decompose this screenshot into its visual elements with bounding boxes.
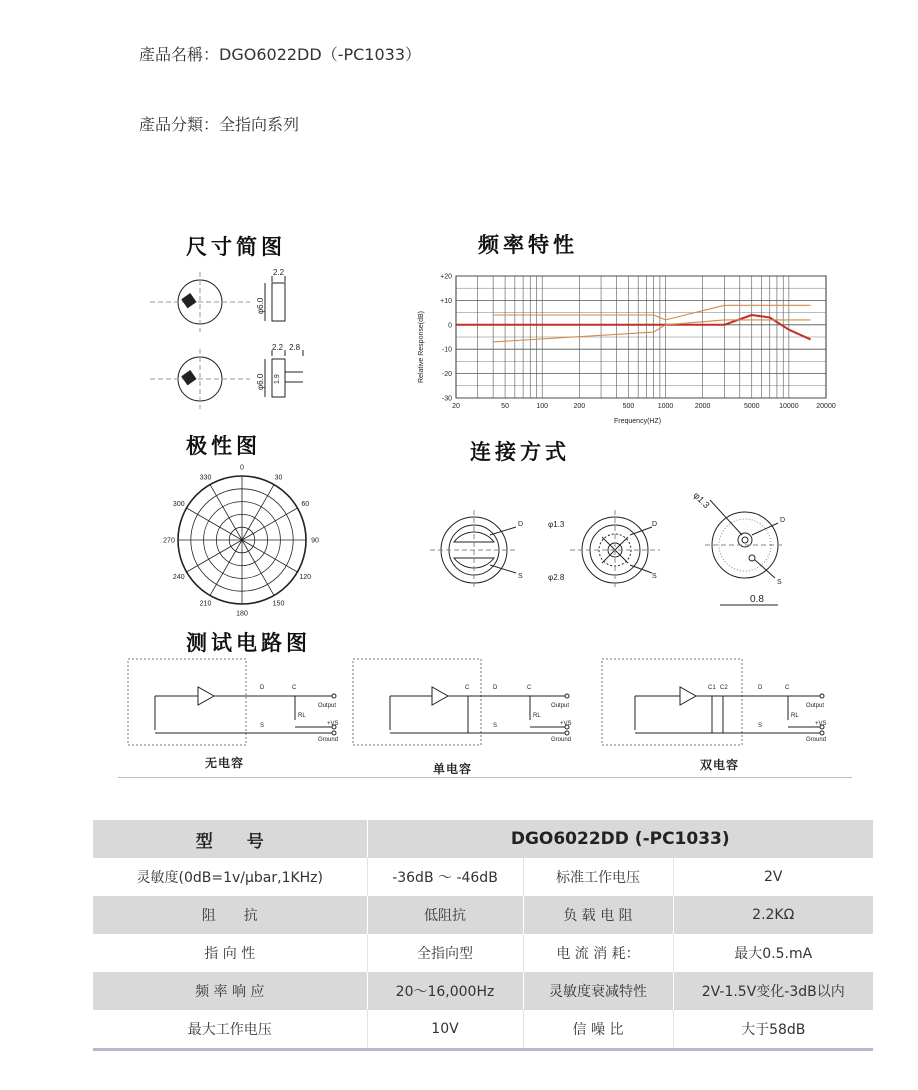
product-name-label: 產品名稱： [139, 45, 220, 64]
spec-header-row [93, 820, 873, 858]
circuit-2-c: C [465, 685, 470, 691]
y-tick-label: +20 [440, 273, 452, 281]
circuit-2-box [353, 659, 481, 745]
polar-angle-label: 90 [311, 537, 319, 545]
product-name-line [139, 42, 421, 65]
limit-line [493, 320, 810, 342]
spec-cell: -36dB ～ -46dB [367, 858, 523, 896]
circuit-1-vs: +VS [327, 721, 339, 727]
x-tick-label: 50 [501, 403, 509, 410]
polar-pattern [160, 462, 330, 622]
x-tick-label: 500 [622, 403, 635, 410]
spec-row [93, 1010, 873, 1048]
polar-angle-label: 330 [199, 474, 212, 482]
spec-cell: 2V [673, 858, 873, 896]
polar-angle-label: 270 [163, 537, 175, 545]
connection-title: 连接方式 [470, 439, 570, 464]
circuit-2-ground: Ground [551, 737, 572, 743]
dimensions-title: 尺寸简图 [186, 234, 286, 259]
spec-cell: 信 噪 比 [523, 1010, 673, 1048]
conn-2-d: D [652, 521, 658, 528]
circuit-3-c1: C1 [708, 685, 716, 691]
spec-cell: 阻 抗 [93, 896, 367, 934]
polar-angle-label: 60 [301, 501, 310, 508]
frequency-title: 频率特性 [478, 232, 578, 257]
polar-angle-label: 30 [274, 474, 283, 482]
table-bottom-rule [93, 1048, 873, 1051]
polar-spoke [210, 540, 242, 595]
polar-angle-label: 120 [299, 574, 312, 581]
circuit-1-c: C [292, 685, 297, 691]
x-tick-label: 5000 [743, 403, 760, 410]
spec-cell: 10V [367, 1010, 523, 1048]
diameter-label-bottom: φ6.0 [256, 373, 265, 390]
x-tick-label: 10000 [779, 403, 799, 410]
spec-table [93, 820, 873, 1048]
conn-1-d: D [518, 521, 524, 528]
connection-diagrams [430, 490, 810, 610]
circuit-3-vs: +VS [815, 721, 827, 727]
circuit-1-output-terminal [332, 694, 336, 698]
x-tick-label: 1000 [657, 403, 674, 410]
x-tick-label: 200 [573, 403, 586, 410]
polar-title: 极性图 [186, 433, 261, 458]
polar-spoke [187, 540, 242, 572]
y-tick-label: -10 [441, 346, 452, 354]
spec-row [93, 858, 873, 896]
circuit-2-d: D [493, 685, 498, 691]
test-circuit-title: 测试电路图 [186, 630, 311, 655]
polar-spoke [242, 485, 274, 540]
circuit-1-s: S [260, 723, 265, 729]
diameter-label-top: φ6.0 [256, 297, 265, 314]
circuit-3-s: S [758, 723, 763, 729]
conn-2-dia28: φ2.8 [548, 573, 565, 582]
circuit-3-c2: C2 [720, 685, 728, 691]
polar-spoke [242, 540, 297, 572]
circuit-3-output-terminal [820, 694, 824, 698]
circuit-2-vs: +VS [560, 721, 572, 727]
conn-3-dia13: φ1.3 [691, 490, 712, 511]
circuit-2-output-terminal [565, 694, 569, 698]
spec-cell: 最大工作电压 [93, 1010, 367, 1048]
frequency-response-chart [414, 268, 844, 428]
dim-label-a: 2.2 [272, 343, 284, 352]
spec-row [93, 896, 873, 934]
spec-row [93, 972, 873, 1010]
conn-3-dim08: 0.8 [750, 594, 764, 605]
conn-2-dia13: φ1.3 [548, 520, 565, 529]
polar-angle-label: 180 [236, 610, 248, 618]
conn-3-d: D [780, 517, 786, 524]
circuit-3-box [602, 659, 742, 745]
y-tick-label: 0 [448, 322, 452, 330]
spec-cell: 2V-1.5V变化-3dB以内 [673, 972, 873, 1010]
dim-label-b: 2.8 [289, 343, 301, 352]
circuit-2-s: S [493, 723, 498, 729]
x-tick-label: 100 [536, 403, 549, 410]
circuit-2-c2: C [527, 685, 532, 691]
spec-cell: 全指向型 [367, 934, 523, 972]
polar-angle-label: 300 [172, 501, 185, 508]
model-label: 型 号 [93, 820, 367, 858]
circuit-2-output: Output [551, 703, 570, 709]
x-tick-label: 2000 [694, 403, 711, 410]
polar-spoke [242, 540, 274, 595]
product-category-line [139, 112, 299, 135]
spec-cell: 灵敏度(0dB=1v/μbar,1KHz) [93, 858, 367, 896]
circuit-3-rl: RL [791, 713, 799, 719]
circuit-3-d: D [758, 685, 763, 691]
response-curve [456, 315, 811, 339]
x-tick-label: 20000 [816, 403, 836, 410]
circuit-1-d: D [260, 685, 265, 691]
polar-spoke [242, 508, 297, 540]
spec-cell: 大于58dB [673, 1010, 873, 1048]
polar-angle-label: 210 [199, 600, 212, 608]
spec-cell: 电 流 消 耗： [523, 934, 673, 972]
y-tick-label: -20 [441, 371, 452, 379]
model-value: DGO6022DD (-PC1033) [367, 820, 873, 858]
circuit-caption-2: 单电容 [433, 762, 473, 776]
polar-angle-label: 150 [272, 600, 285, 608]
spec-cell: 负 载 电 阻 [523, 896, 673, 934]
y-tick-label: +10 [440, 297, 452, 305]
chart-ylabel: Relative Response(dB) [418, 311, 425, 383]
spec-cell: 频 率 响 应 [93, 972, 367, 1010]
capsule-side-top [272, 283, 285, 321]
circuit-3-output: Output [806, 703, 825, 709]
product-category-value: 全指向系列 [219, 115, 300, 134]
circuit-3-c: C [785, 685, 790, 691]
circuit-1-ground: Ground [318, 737, 339, 743]
circuit-3-ground: Ground [806, 737, 827, 743]
spec-cell: 低阻抗 [367, 896, 523, 934]
test-circuits [120, 655, 860, 750]
spec-cell: 最大0.5.mA [673, 934, 873, 972]
spec-cell: 灵敏度衰减特性 [523, 972, 673, 1010]
section-divider [118, 777, 852, 778]
product-category-label: 產品分類： [139, 115, 220, 134]
dimension-drawing [145, 262, 325, 412]
spec-cell: 标准工作电压 [523, 858, 673, 896]
polar-angle-label: 240 [172, 574, 185, 581]
spec-row [93, 934, 873, 972]
circuit-caption-1: 无电容 [205, 756, 245, 770]
y-tick-label: -30 [441, 395, 452, 403]
circuit-1-output: Output [318, 703, 337, 709]
polar-angle-label: 0 [240, 464, 244, 472]
circuit-1-box [128, 659, 246, 745]
spec-cell: 2.2KΩ [673, 896, 873, 934]
polar-spoke [210, 485, 242, 540]
conn-1-s: S [518, 573, 523, 580]
product-name-value: DGO6022DD（-PC1033） [219, 45, 422, 64]
conn-3-s: S [777, 579, 782, 586]
conn-2-s: S [652, 573, 657, 580]
x-tick-label: 20 [452, 403, 460, 410]
circuit-caption-3: 双电容 [700, 758, 740, 772]
height-label: 1.9 [274, 374, 281, 384]
circuit-1-rl: RL [298, 713, 306, 719]
spec-cell: 指 向 性 [93, 934, 367, 972]
circuit-2-rl: RL [533, 713, 541, 719]
dim-label-top: 2.2 [273, 268, 285, 277]
chart-xlabel: Frequency(HZ) [614, 418, 662, 425]
polar-spoke [187, 508, 242, 540]
spec-cell: 20～16,000Hz [367, 972, 523, 1010]
